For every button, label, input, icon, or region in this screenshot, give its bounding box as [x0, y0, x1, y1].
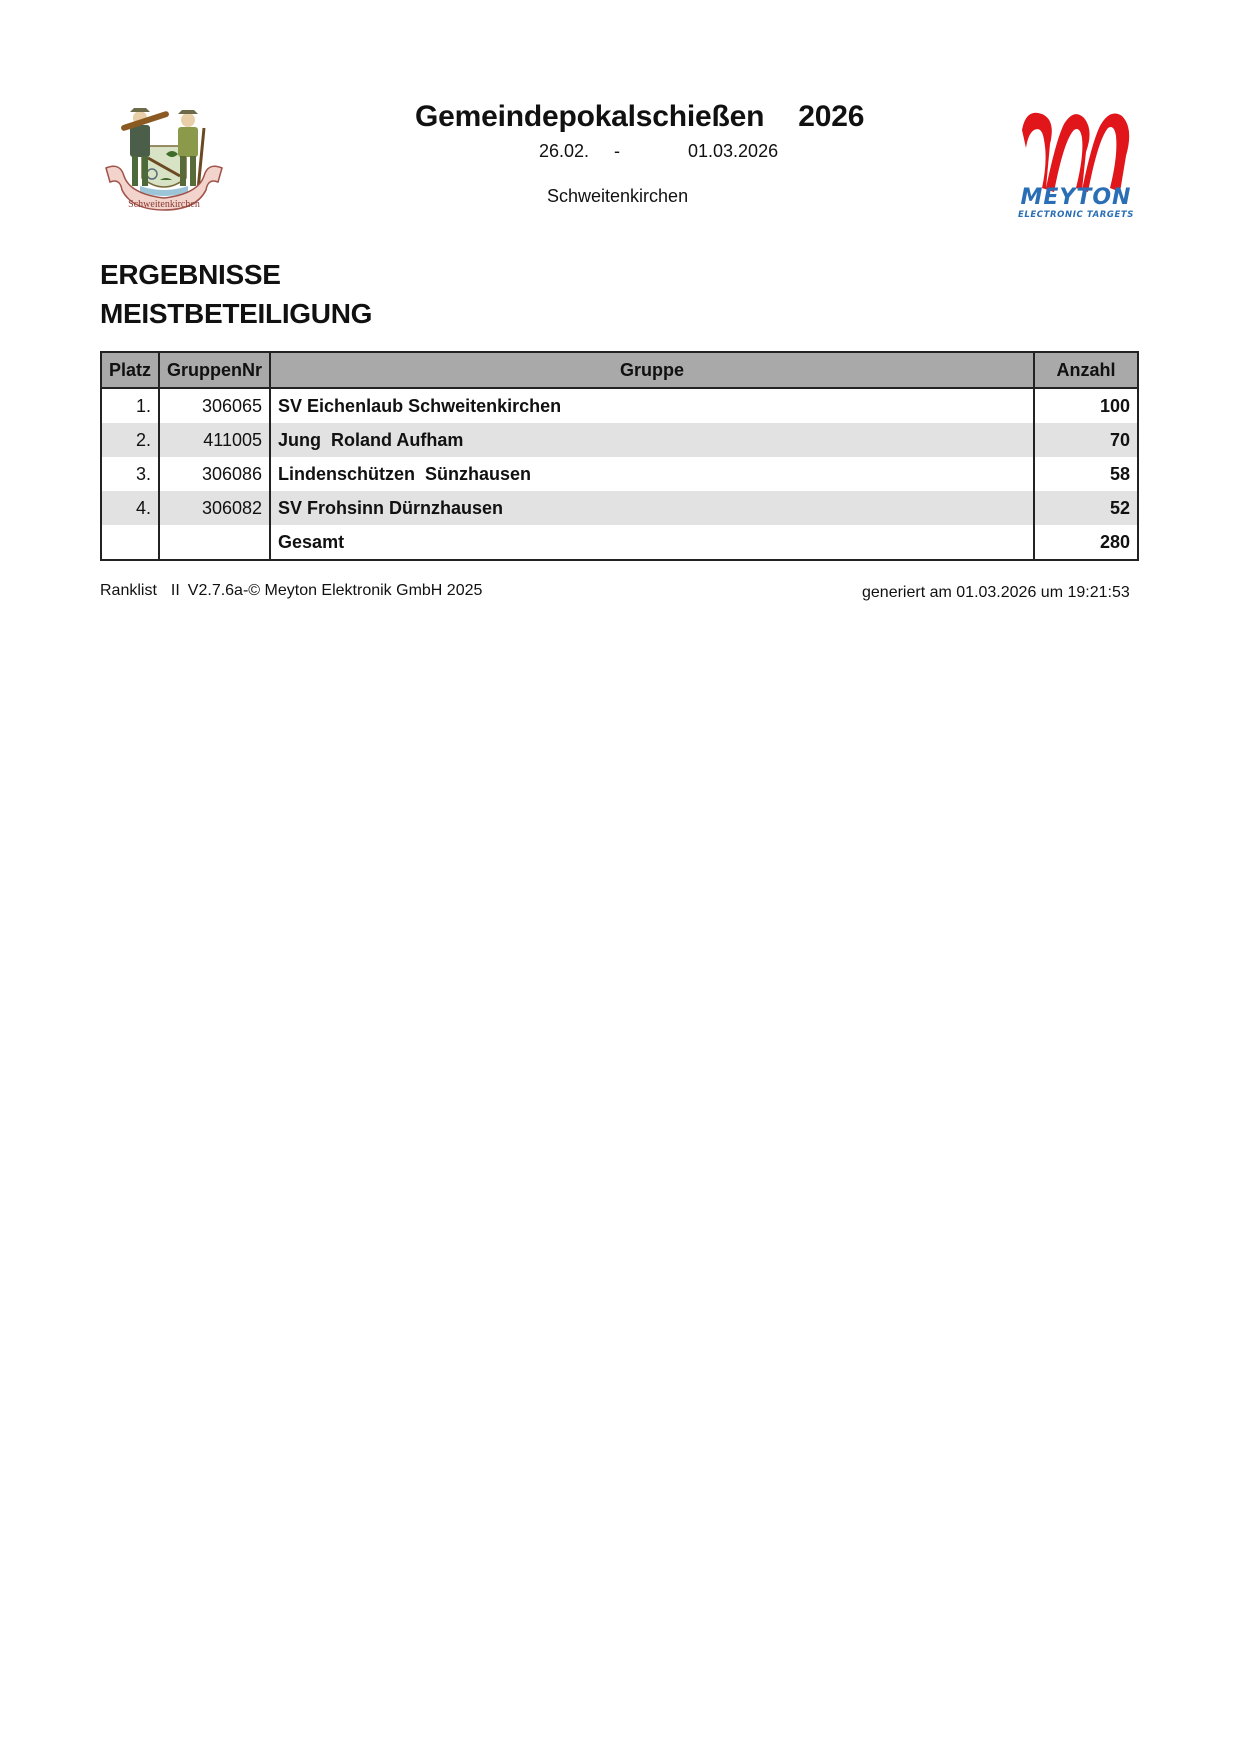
cell-gruppe: Jung Roland Aufham [270, 423, 1034, 457]
table-row [101, 388, 1138, 423]
cell-platz: 2. [101, 423, 159, 457]
total-anzahl: 280 [1034, 525, 1138, 560]
date-end: 01.03.2026 [688, 141, 779, 161]
footer-version [100, 582, 482, 600]
heading-participation: MEISTBETEILIGUNG [100, 298, 373, 329]
svg-text:ELECTRONIC TARGETS: ELECTRONIC TARGETS [1017, 210, 1135, 220]
table-header-row [101, 352, 1138, 388]
cell-gruppennr: 306086 [159, 457, 270, 491]
event-year: 2026 [798, 100, 865, 133]
event-name: Gemeindepokalschießen [415, 100, 765, 133]
cell-empty [159, 525, 270, 560]
cell-anzahl: 100 [1034, 388, 1138, 423]
cell-gruppennr: 411005 [159, 423, 270, 457]
cell-empty [101, 525, 159, 560]
column-header-gruppennr: GruppenNr [159, 352, 270, 388]
table-row [101, 491, 1138, 525]
svg-text:MEYTON: MEYTON [1020, 185, 1132, 210]
footer-copyright: V2.7.6a-© Meyton Elektronik GmbH 2025 [187, 582, 483, 599]
date-start: 26.02. [539, 141, 590, 161]
cell-gruppe: Lindenschützen Sünzhausen [270, 457, 1034, 491]
column-header-platz: Platz [101, 352, 159, 388]
column-header-gruppe: Gruppe [270, 352, 1034, 388]
cell-gruppennr: 306082 [159, 491, 270, 525]
cell-gruppe: SV Eichenlaub Schweitenkirchen [270, 388, 1034, 423]
footer-generated: generiert am 01.03.2026 um 19:21:53 [862, 584, 1130, 601]
cell-gruppennr: 306065 [159, 388, 270, 423]
table-total-row [101, 525, 1138, 560]
column-header-anzahl: Anzahl [1034, 352, 1138, 388]
table-row [101, 457, 1138, 491]
footer-separator: II [170, 582, 180, 599]
cell-platz: 3. [101, 457, 159, 491]
meyton-logo-icon [1012, 100, 1140, 224]
event-dates [539, 141, 779, 162]
event-location: Schweitenkirchen [547, 186, 689, 206]
cell-anzahl: 70 [1034, 423, 1138, 457]
date-separator: - [614, 141, 620, 161]
cell-anzahl: 52 [1034, 491, 1138, 525]
footer-ranklist: Ranklist [100, 582, 157, 599]
cell-anzahl: 58 [1034, 457, 1138, 491]
event-title [415, 100, 864, 134]
total-label: Gesamt [270, 525, 1034, 560]
table-row [101, 423, 1138, 457]
results-table [100, 351, 1139, 561]
crest-icon [100, 98, 228, 214]
cell-gruppe: SV Frohsinn Dürnzhausen [270, 491, 1034, 525]
cell-platz: 1. [101, 388, 159, 423]
cell-platz: 4. [101, 491, 159, 525]
section-heading [100, 255, 372, 333]
svg-text:Schweitenkirchen: Schweitenkirchen [128, 199, 200, 210]
heading-results: ERGEBNISSE [100, 259, 281, 290]
